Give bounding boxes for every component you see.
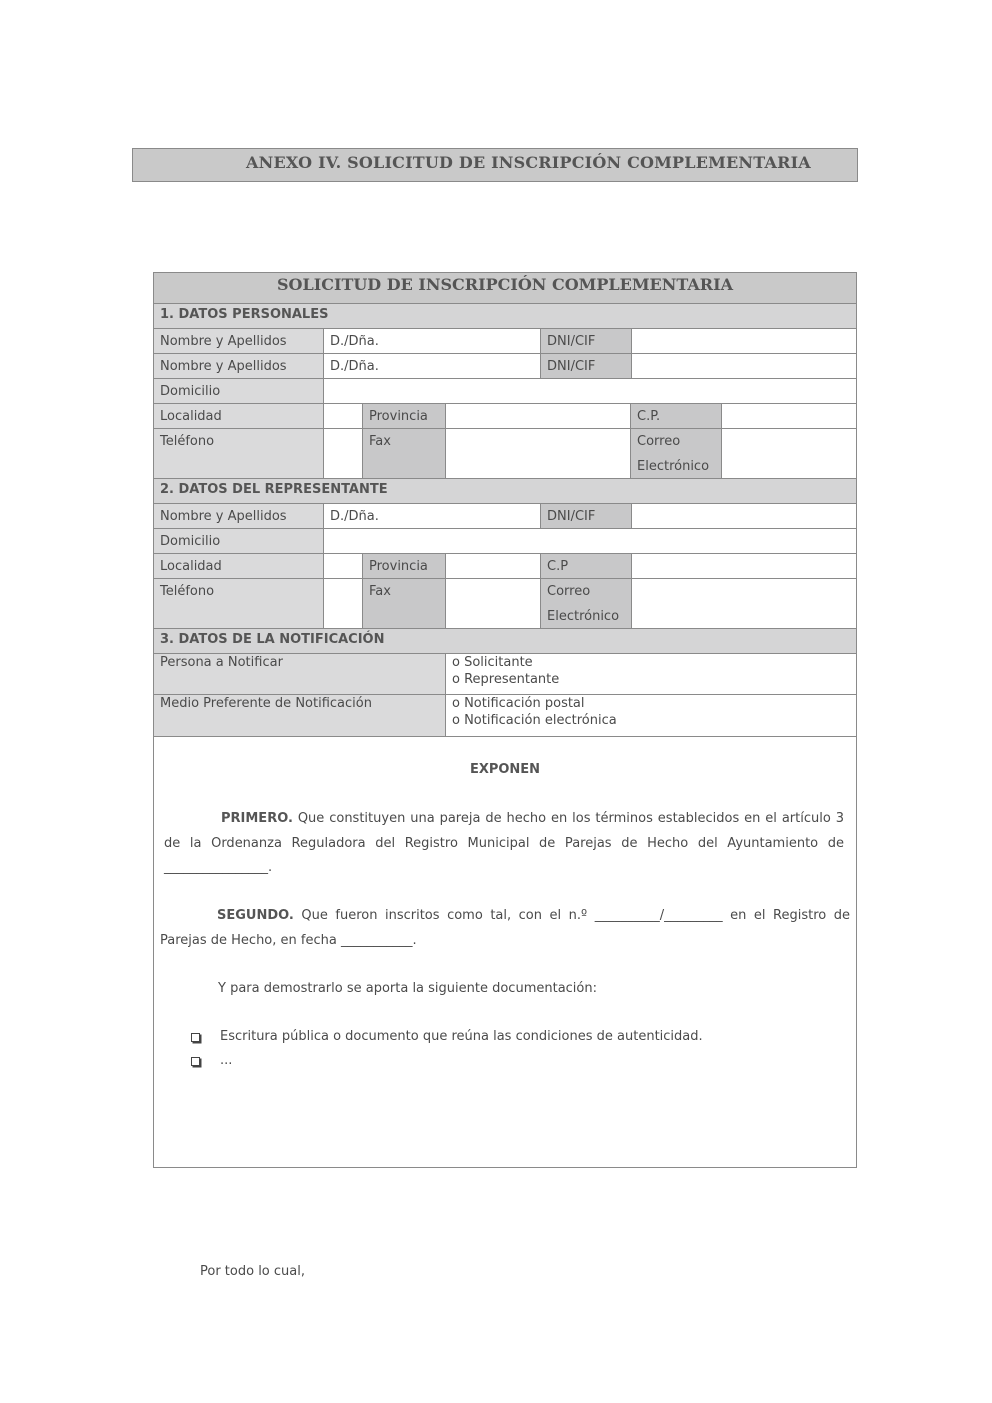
s1-cp-field[interactable]: [722, 404, 856, 429]
s1-cp-label: C.P.: [631, 404, 722, 429]
s1-domicilio-label: Domicilio: [154, 379, 324, 404]
s1-dni-field-2[interactable]: [632, 354, 856, 379]
s2-telefono-label: Teléfono: [154, 579, 324, 629]
s1-provincia-label: Provincia: [363, 404, 446, 429]
doc-item: [220, 1049, 232, 1073]
doc-item: [220, 1025, 703, 1049]
s2-dni-field[interactable]: [632, 504, 856, 529]
option-notificacion-electronica[interactable]: o Notificación electrónica: [452, 713, 617, 728]
s1-fax-field[interactable]: [446, 429, 631, 479]
exponen-title: EXPONEN: [469, 762, 541, 777]
s3-persona-options: [446, 654, 856, 695]
s1-name-field-1[interactable]: D./Dña.: [324, 329, 541, 354]
form-title: SOLICITUD DE INSCRIPCIÓN COMPLEMENTARIA: [154, 273, 856, 304]
section-2-heading: 2. DATOS DEL REPRESENTANTE: [154, 479, 856, 504]
s1-correo-label-line1: Correo: [637, 434, 681, 449]
s1-telefono-label: Teléfono: [154, 429, 324, 479]
s1-provincia-field[interactable]: [446, 404, 631, 429]
s2-provincia-label: Provincia: [363, 554, 446, 579]
s2-correo-label: [541, 579, 632, 629]
s2-fax-label: Fax: [363, 579, 446, 629]
s1-localidad-field[interactable]: [324, 404, 363, 429]
s1-dni-label-1: DNI/CIF: [541, 329, 632, 354]
checkbox-icon[interactable]: [191, 1057, 200, 1066]
closing-text: Por todo lo cual,: [200, 1264, 305, 1279]
s2-cp-label: C.P: [541, 554, 632, 579]
s1-domicilio-field[interactable]: [324, 379, 856, 404]
s2-localidad-field[interactable]: [324, 554, 363, 579]
segundo-paragraph: [160, 904, 850, 953]
docs-intro: Y para demostrarlo se aporta la siguiente documentación:: [218, 981, 597, 996]
s2-correo-field[interactable]: [632, 579, 856, 629]
s1-localidad-label: Localidad: [154, 404, 324, 429]
s1-name-label-2: Nombre y Apellidos: [154, 354, 324, 379]
primero-paragraph: [164, 807, 844, 881]
s3-persona-label: [154, 654, 446, 695]
application-form: [153, 272, 857, 1168]
s2-telefono-field[interactable]: [324, 579, 363, 629]
segundo-text: Que fueron inscritos como tal, con el n.º __________/_________ en el Registro de Parejas de Hecho, en fecha ___________.: [160, 908, 850, 948]
doc-item-text: Escritura pública o documento que reúna las condiciones de autenticidad.: [220, 1029, 703, 1044]
doc-item-text: ...: [220, 1053, 233, 1068]
s1-correo-label-line2: Electrónico: [637, 459, 710, 474]
segundo-lead: SEGUNDO.: [217, 908, 294, 923]
s2-fax-field[interactable]: [446, 579, 541, 629]
s1-name-label-1: Nombre y Apellidos: [154, 329, 324, 354]
s2-cp-field[interactable]: [632, 554, 856, 579]
primero-text: Que constituyen una pareja de hecho en los términos establecidos en el artículo 3 de la Ordenanza Reguladora del Registro Municipal de Parejas de Hecho del Ayuntamiento de ________________.: [164, 811, 844, 875]
s3-medio-label: [154, 695, 446, 737]
s1-telefono-field[interactable]: [324, 429, 363, 479]
option-representante[interactable]: o Representante: [452, 672, 560, 687]
s2-correo-label-line2: Electrónico: [547, 609, 620, 624]
checkbox-icon[interactable]: [191, 1033, 200, 1042]
s2-name-label: Nombre y Apellidos: [154, 504, 324, 529]
s2-correo-label-line1: Correo: [547, 584, 591, 599]
s3-medio-label-text: Medio Preferente de Notificación: [160, 696, 372, 711]
s2-name-field[interactable]: D./Dña.: [324, 504, 541, 529]
s2-domicilio-label: Domicilio: [154, 529, 324, 554]
s1-dni-label-2: DNI/CIF: [541, 354, 632, 379]
s2-localidad-label: Localidad: [154, 554, 324, 579]
annex-banner: [132, 148, 858, 182]
s3-persona-label-text: Persona a Notificar: [160, 655, 283, 670]
option-solicitante[interactable]: o Solicitante: [452, 655, 533, 670]
section-1-heading: 1. DATOS PERSONALES: [154, 304, 856, 329]
section-3-heading: 3. DATOS DE LA NOTIFICACIÓN: [154, 629, 856, 654]
annex-title: ANEXO IV. SOLICITUD DE INSCRIPCIÓN COMPLEMENTARIA: [246, 153, 811, 172]
s1-correo-field[interactable]: [722, 429, 856, 479]
s2-dni-label: DNI/CIF: [541, 504, 632, 529]
s1-correo-label: [631, 429, 722, 479]
s3-medio-options: [446, 695, 856, 737]
s1-fax-label: Fax: [363, 429, 446, 479]
s2-provincia-field[interactable]: [446, 554, 541, 579]
s1-name-field-2[interactable]: D./Dña.: [324, 354, 541, 379]
s1-dni-field-1[interactable]: [632, 329, 856, 354]
primero-lead: PRIMERO.: [221, 811, 293, 826]
s2-domicilio-field[interactable]: [324, 529, 856, 554]
option-notificacion-postal[interactable]: o Notificación postal: [452, 696, 585, 711]
